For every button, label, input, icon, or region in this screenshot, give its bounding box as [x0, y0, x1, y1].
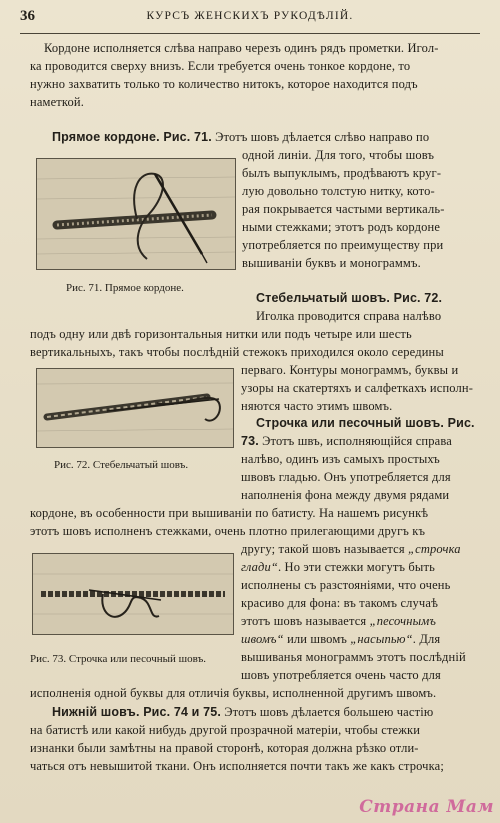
text-line: наметкой.	[30, 95, 85, 109]
figure-73-caption: Рис. 73. Строчка или песочный шовъ.	[30, 653, 207, 665]
figure-71	[36, 158, 236, 270]
text-line: подъ одну или двѣ горизонтальныя нитки или подъ четыре или шесть	[30, 327, 412, 341]
text-line: исполненія одной буквы для отличія буквы, исполненной другимъ швомъ.	[30, 686, 437, 700]
text-line: Иголка проводится справа налѣво	[256, 309, 442, 323]
figure-72-caption: Рис. 72. Стебельчатый шовъ.	[54, 459, 189, 471]
text-line: одной линіи. Для того, чтобы шовъ	[242, 148, 435, 162]
text-line: Кордоне исполняется слѣва направо черезъ одинъ рядъ прометки. Игол-	[44, 41, 439, 55]
text-line: вышиванья монограммъ этотъ послѣдній	[241, 650, 466, 664]
section-heading: Прямое кордоне. Рис. 71.	[52, 130, 212, 144]
page-number: 36	[20, 8, 35, 24]
header-rule	[20, 33, 480, 34]
page-header	[20, 8, 480, 30]
cording-stitch-illustration	[37, 159, 235, 269]
text-line: изнанки были замѣтны на правой сторонѣ, которая должна рѣзко отли-	[30, 741, 419, 755]
section-heading: Строчка или песочный шовъ. Рис.	[256, 416, 475, 430]
text-line: шовъ употребляется очень часто для	[241, 668, 441, 682]
text-line: рая покрывается частыми вертикаль-	[242, 202, 445, 216]
text-line: другу; такой шовъ называется „строчка	[241, 542, 461, 556]
text-line: употребляется по преимуществу при	[242, 238, 444, 252]
text-line: швовъ гладью. Онъ употребляется для	[241, 470, 451, 484]
text-line: вышиваніи буквъ и монограммъ.	[242, 256, 421, 270]
section-71-line-1: Прямое кордоне. Рис. 71. Этотъ шовъ дѣлается слѣво направо по	[52, 130, 430, 144]
text-line: налѣво, одинъ изъ самыхъ простыхъ	[241, 452, 440, 466]
text-line: няются часто этимъ швомъ.	[241, 399, 393, 413]
text-line: наполненія фона между двумя рядами	[241, 488, 450, 502]
text-line: швомъ“ или швомъ „насыпью“. Для	[241, 632, 441, 646]
text-line: чаться отъ невышитой ткани. Онъ исполняется почти такъ же какъ строчка;	[30, 759, 444, 773]
watermark-logo: Страна Мам	[359, 797, 494, 817]
running-stitch-illustration	[33, 554, 233, 634]
section-heading: Нижній шовъ. Рис. 74 и 75.	[52, 705, 221, 719]
stem-stitch-illustration	[37, 369, 233, 447]
text-line: нужно захватить только то количество нитокъ, которое находится подъ	[30, 77, 418, 91]
text-line: ными стежками; этотъ родъ кордоне	[242, 220, 441, 234]
section-74-line-1: Нижній шовъ. Рис. 74 и 75. Этотъ шовъ дѣлается большею частію	[52, 705, 434, 719]
text-line: былъ выпуклымъ, продѣваютъ круг-	[242, 166, 442, 180]
text-line: узоры на скатертяхъ и салфеткахъ исполн-	[241, 381, 474, 395]
text-line: этотъ шовъ исполненъ стежками, очень плотно прилегающими другъ къ	[30, 524, 426, 538]
text-line: лую довольно толстую нитку, кото-	[242, 184, 435, 198]
figure-72	[36, 368, 234, 448]
text-line: на батистѣ или какой нибудь другой прозрачной матеріи, чтобы стежки	[30, 723, 421, 737]
text-line: красиво для фона: въ такомъ случаѣ	[241, 596, 439, 610]
text-line: кордоне, въ особенности при вышиваніи по батисту. На нашемъ рисункѣ	[30, 506, 429, 520]
text-line: глади“. Но эти стежки могутъ быть	[241, 560, 435, 574]
text-line: ка проводится сверху внизъ. Если требуется очень тонкое кордоне, то	[30, 59, 411, 73]
section-heading: Стебельчатый шовъ. Рис. 72.	[256, 291, 443, 305]
text-line: перваго. Контуры монограммъ, буквы и	[241, 363, 459, 377]
text-line: этотъ шовъ называется „песочнымъ	[241, 614, 436, 628]
figure-73	[32, 553, 234, 635]
text-line: 73. Этотъ швъ, исполняющійся справа	[241, 434, 452, 448]
text-line: вертикальныхъ, такъ чтобы послѣдній стежокъ приходился около середины	[30, 345, 444, 359]
figure-71-caption: Рис. 71. Прямое кордоне.	[66, 282, 184, 294]
running-title: КУРСЪ ЖЕНСКИХЪ РУКОДѢЛІЙ.	[146, 10, 354, 22]
text-line: исполнены съ разстояніями, что очень	[241, 578, 451, 592]
